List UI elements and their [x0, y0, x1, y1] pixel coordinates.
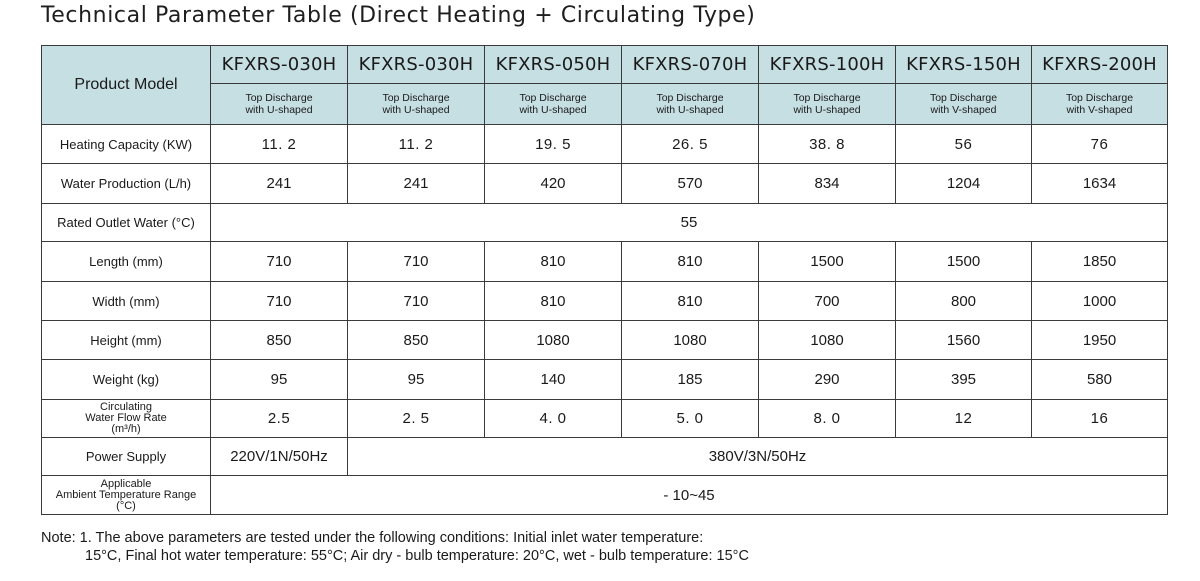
row-label	[42, 476, 211, 515]
table-cell: 5. 0	[622, 400, 759, 438]
table-cell: 95	[211, 360, 348, 400]
table-cell: 1080	[622, 321, 759, 360]
table-cell: 1500	[896, 242, 1032, 282]
row-label: Length (mm)	[42, 242, 211, 282]
row-label: Water Production (L/h)	[42, 164, 211, 204]
footnote-line2: 15°C, Final hot water temperature: 55°C; Air dry - bulb temperature: 20°C, wet - bulb temperature: 15°C	[85, 548, 749, 564]
table-cell: 710	[348, 242, 485, 282]
model-name: KFXRS-150H	[896, 46, 1032, 84]
table-cell-merged: 55	[211, 204, 1168, 242]
table-row	[42, 360, 1168, 400]
model-type-line2: with V-shaped	[1066, 104, 1133, 116]
table-cell: 1634	[1032, 164, 1168, 204]
model-type-line2: with U-shaped	[793, 104, 861, 116]
model-type-line2: with U-shaped	[382, 104, 450, 116]
table-cell: 1204	[896, 164, 1032, 204]
table-cell: 290	[759, 360, 896, 400]
table-row	[42, 242, 1168, 282]
table-cell: 710	[348, 282, 485, 321]
parameter-table	[41, 45, 1168, 515]
model-name: KFXRS-030H	[211, 46, 348, 84]
model-type-line2: with U-shaped	[656, 104, 724, 116]
footnote	[41, 529, 749, 565]
table-cell: 95	[348, 360, 485, 400]
model-name: KFXRS-100H	[759, 46, 896, 84]
model-type-line1: Top Discharge	[929, 92, 998, 104]
table-cell-merged: 380V/3N/50Hz	[348, 438, 1168, 476]
table-cell: 834	[759, 164, 896, 204]
table-cell: 185	[622, 360, 759, 400]
table-cell: 850	[211, 321, 348, 360]
page-title: Technical Parameter Table (Direct Heating + Circulating Type)	[41, 3, 756, 28]
table-cell: 4. 0	[485, 400, 622, 438]
table-cell: 1000	[1032, 282, 1168, 321]
table-cell: 810	[622, 242, 759, 282]
row-label: Power Supply	[42, 438, 211, 476]
header-row-types	[42, 84, 1168, 125]
table-cell: 241	[211, 164, 348, 204]
table-cell: 140	[485, 360, 622, 400]
model-type-line1: Top Discharge	[656, 92, 724, 104]
model-discharge-type	[211, 84, 348, 125]
model-discharge-type	[622, 84, 759, 125]
table-cell: 1080	[485, 321, 622, 360]
table-cell: 810	[622, 282, 759, 321]
table-cell: 26. 5	[622, 125, 759, 164]
table-cell: 710	[211, 282, 348, 321]
table-cell: 1080	[759, 321, 896, 360]
model-type-line2: with U-shaped	[519, 104, 587, 116]
table-cell: 395	[896, 360, 1032, 400]
model-discharge-type	[896, 84, 1032, 125]
model-name: KFXRS-200H	[1032, 46, 1168, 84]
header-row-names	[42, 46, 1168, 84]
table-row	[42, 400, 1168, 438]
row-label: Heating Capacity (KW)	[42, 125, 211, 164]
model-discharge-type	[1032, 84, 1168, 125]
row-label: Weight (kg)	[42, 360, 211, 400]
model-name: KFXRS-070H	[622, 46, 759, 84]
row-label	[42, 400, 211, 438]
row-label-line1: Applicable	[100, 477, 152, 490]
table-cell: 2.5	[211, 400, 348, 438]
model-type-line1: Top Discharge	[1065, 92, 1134, 104]
table-cell: 580	[1032, 360, 1168, 400]
table-row	[42, 164, 1168, 204]
table-cell: 1500	[759, 242, 896, 282]
table-cell: 800	[896, 282, 1032, 321]
row-label-line1: Circulating	[100, 401, 152, 413]
table-row	[42, 282, 1168, 321]
table-cell: 220V/1N/50Hz	[211, 438, 348, 476]
table-cell: 76	[1032, 125, 1168, 164]
table-cell: 241	[348, 164, 485, 204]
table-cell: 1850	[1032, 242, 1168, 282]
row-label-line3: (°C)	[116, 499, 136, 512]
table-cell: 710	[211, 242, 348, 282]
row-label: Height (mm)	[42, 321, 211, 360]
table-cell: 11. 2	[211, 125, 348, 164]
model-name: KFXRS-030H	[348, 46, 485, 84]
model-type-line1: Top Discharge	[793, 92, 861, 104]
footnote-line1: Note: 1. The above parameters are tested under the following conditions: Initial inlet water temperature:	[41, 530, 704, 546]
model-discharge-type	[759, 84, 896, 125]
row-label-line2: Water Flow Rate	[85, 412, 167, 424]
row-label-line3: (m³/h)	[111, 423, 141, 435]
table-cell: 19. 5	[485, 125, 622, 164]
table-cell: 12	[896, 400, 1032, 438]
model-type-line1: Top Discharge	[245, 92, 313, 104]
table-cell: 8. 0	[759, 400, 896, 438]
model-type-line2: with V-shaped	[930, 104, 997, 116]
table-cell: 2. 5	[348, 400, 485, 438]
model-type-line2: with U-shaped	[245, 104, 313, 116]
row-label-line2: Ambient Temperature Range	[55, 488, 197, 501]
model-type-line1: Top Discharge	[382, 92, 450, 104]
table-row	[42, 204, 1168, 242]
model-discharge-type	[485, 84, 622, 125]
table-cell: 1560	[896, 321, 1032, 360]
table-cell: 16	[1032, 400, 1168, 438]
table-cell: 56	[896, 125, 1032, 164]
table-cell: 570	[622, 164, 759, 204]
model-name: KFXRS-050H	[485, 46, 622, 84]
table-cell: 850	[348, 321, 485, 360]
table-cell: 810	[485, 242, 622, 282]
table-cell: 1950	[1032, 321, 1168, 360]
model-discharge-type	[348, 84, 485, 125]
table-cell: 810	[485, 282, 622, 321]
row-label: Rated Outlet Water (°C)	[42, 204, 211, 242]
table-cell: 38. 8	[759, 125, 896, 164]
table-cell: 700	[759, 282, 896, 321]
table-cell: 11. 2	[348, 125, 485, 164]
table-row	[42, 321, 1168, 360]
table-row	[42, 438, 1168, 476]
table-row	[42, 125, 1168, 164]
model-type-line1: Top Discharge	[519, 92, 587, 104]
table-cell: 420	[485, 164, 622, 204]
row-label: Width (mm)	[42, 282, 211, 321]
table-cell-merged: - 10~45	[211, 476, 1168, 515]
product-model-label: Product Model	[42, 46, 211, 125]
table-row	[42, 476, 1168, 515]
